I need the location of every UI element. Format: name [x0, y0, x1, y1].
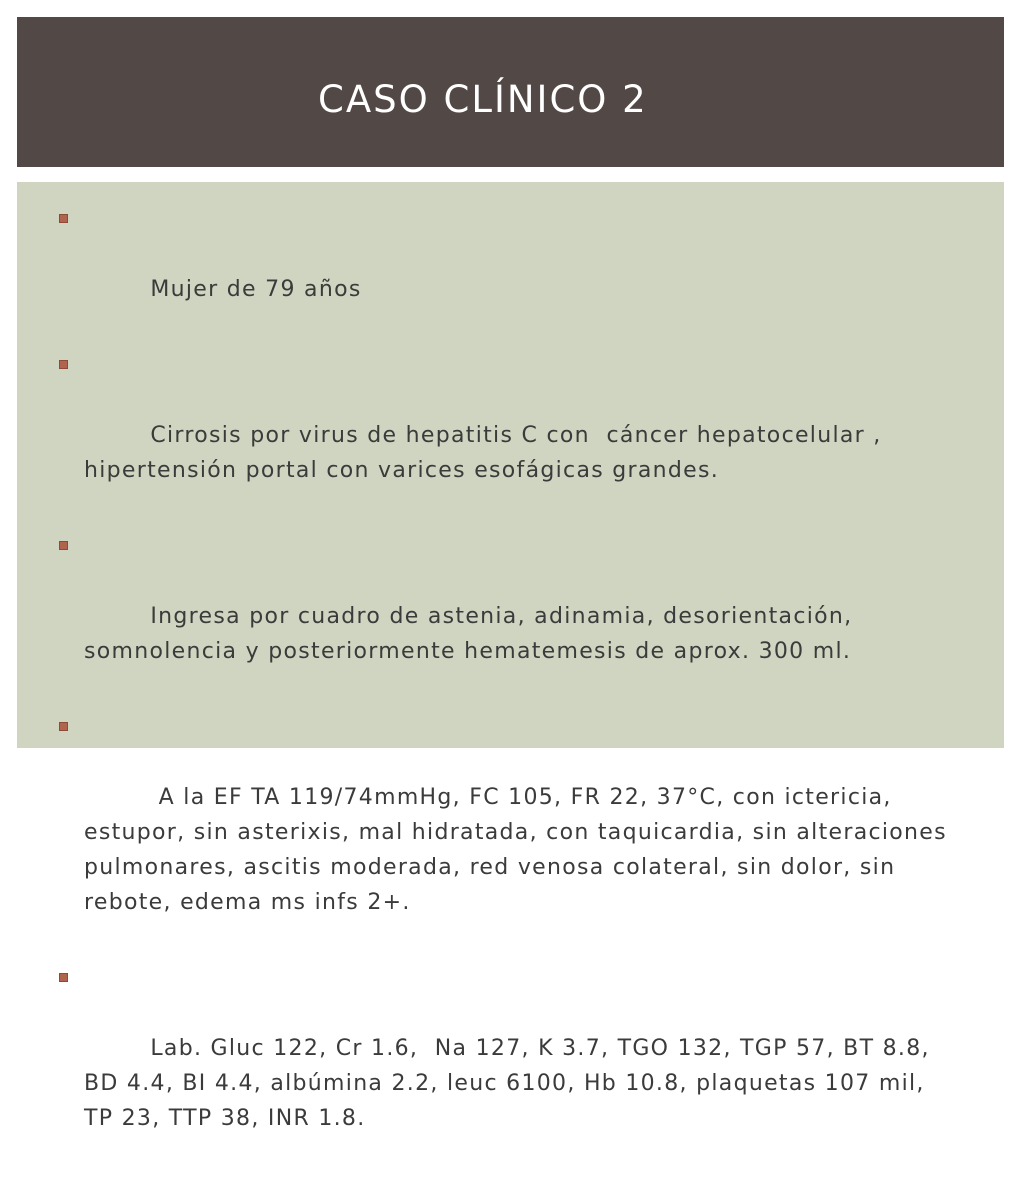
- body-panel: [17, 182, 1004, 1131]
- square-bullet-icon: [59, 541, 68, 550]
- bullet-item: [17, 961, 1004, 1171]
- bullet-text: Lab. Gluc 122, Cr 1.6, Na 127, K 3.7, TGO 132, TGP 57, BT 8.8, BD 4.4, BI 4.4, albúmina 2.2, leuc 6100, Hb 10.8, plaquetas 107 mil, TP 23, TTP 38, INR 1.8.: [84, 1036, 942, 1131]
- bullet-item: [17, 202, 1004, 342]
- square-bullet-icon: [59, 722, 68, 731]
- bullet-item: [17, 710, 1004, 955]
- square-bullet-icon: [59, 360, 68, 369]
- slide-title: CASO CLÍNICO 2: [318, 78, 648, 121]
- bullet-text: A la EF TA 119/74mmHg, FC 105, FR 22, 37°C, con ictericia, estupor, sin asterixis, mal hidratada, con taquicardia, sin alteraciones pulmonares, ascitis moderada, red venosa colateral, sin dolor, sin rebote, edema ms infs 2+.: [84, 785, 956, 915]
- bullet-text: Cirrosis por virus de hepatitis C con cáncer hepatocelular , hipertensión portal con varices esofágicas grandes.: [84, 423, 890, 483]
- bullet-item: [17, 348, 1004, 523]
- bullet-text: Ingresa por cuadro de astenia, adinamia, desorientación, somnolencia y posteriormente hematemesis de aprox. 300 ml.: [84, 604, 861, 664]
- square-bullet-icon: [59, 214, 68, 223]
- bullet-item: [17, 529, 1004, 704]
- bullet-list: [17, 202, 1004, 1177]
- bullet-text: Mujer de 79 años: [150, 277, 362, 302]
- square-bullet-icon: [59, 973, 68, 982]
